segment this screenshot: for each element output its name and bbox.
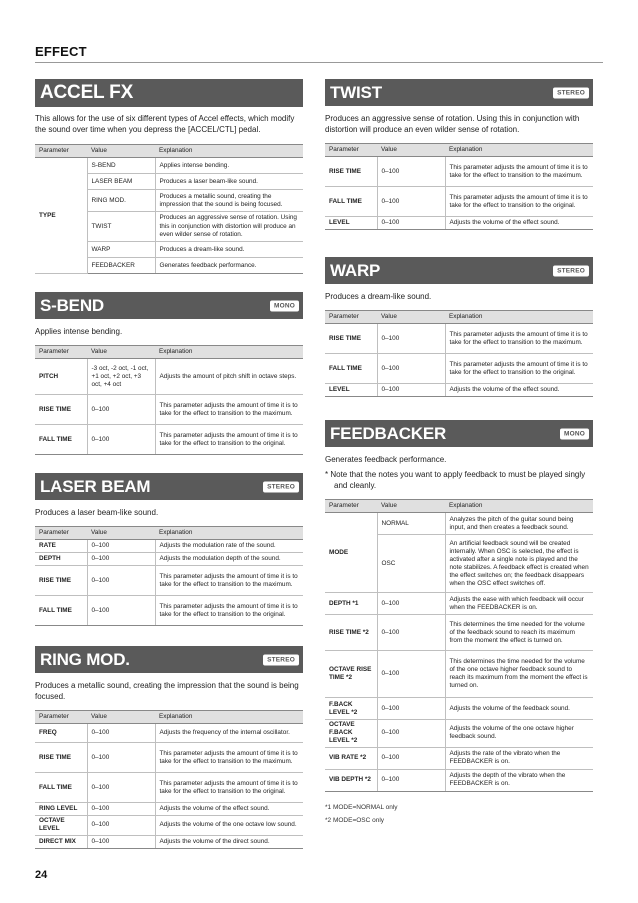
section-description: Applies intense bending. [35,327,123,337]
explanation-cell: This parameter adjusts the amount of time it is to take for the effect to transition to the maximum. [445,324,593,354]
feedback-note: * Note that the notes you want to apply feedback to must be played singly and cleanly. [325,470,586,491]
table-row [325,615,593,651]
table-row [35,803,303,816]
value-cell: OSC [377,535,445,593]
table-row [325,593,593,615]
s-bend-section [35,292,303,455]
section-description: Produces an aggressive sense of rotation. Using this in conjunction with distortion will produce an even wilder sense of rotation. [325,114,580,134]
value-cell: 0–100 [87,566,155,596]
section-heading [35,473,303,500]
section-title: WARP [330,260,381,280]
section-heading [35,79,303,107]
value-cell: 0–100 [87,395,155,425]
param-cell: F.BACK LEVEL *2 [325,698,377,720]
header-explanation: Explanation [445,311,593,324]
left-column [35,79,303,849]
explanation-cell: Applies intense bending. [155,158,303,174]
value-cell: S-BEND [87,158,155,174]
explanation-cell: Adjusts the volume of the effect sound. [445,384,593,397]
param-cell: OCTAVE LEVEL [35,816,87,835]
section-title: TWIST [330,82,382,102]
param-cell: FALL TIME [325,187,377,217]
table-header-row [35,145,303,158]
param-cell: RISE TIME [35,743,87,773]
section-title: FEEDBACKER [330,423,447,443]
explanation-cell: Adjusts the volume of the effect sound. [445,217,593,230]
param-cell: RISE TIME [35,566,87,596]
section-description: Produces a laser beam-like sound. [35,508,159,518]
table-row [325,698,593,720]
param-cell: RISE TIME [325,157,377,187]
table-row [325,720,593,747]
param-cell: VIB RATE *2 [325,747,377,769]
table-row [325,769,593,791]
value-cell: 0–100 [87,773,155,803]
table-row [35,566,303,596]
param-cell: LEVEL [325,217,377,230]
explanation-cell: Adjusts the amount of pitch shift in octave steps. [155,359,303,395]
explanation-cell: This determines the time needed for the volume of the feedback sound to reach its maximum from the moment the effect is turned on. [445,615,593,651]
value-cell: 0–100 [87,425,155,455]
param-cell: DIRECT MIX [35,835,87,848]
param-cell: VIB DEPTH *2 [325,769,377,791]
table-row [35,816,303,835]
table-header-row [35,346,303,359]
table-row [35,540,303,553]
param-cell: LEVEL [325,384,377,397]
value-cell: 0–100 [87,724,155,743]
mono-badge: MONO [270,300,299,311]
value-cell: 0–100 [377,747,445,769]
explanation-cell: This parameter adjusts the amount of time it is to take for the effect to transition to the original. [445,354,593,384]
section-title: ACCEL FX [40,82,134,103]
param-cell: DEPTH *1 [325,593,377,615]
explanation-cell: Adjusts the depth of the vibrato when the FEEDBACKER is on. [445,769,593,791]
header-parameter: Parameter [35,711,87,724]
right-column [325,79,593,825]
table-row [35,158,303,174]
section-description: This allows for the use of six different types of Accel effects, which modify the sound over time when you depress the [ACCEL/CTL] pedal. [35,114,295,134]
value-cell: 0–100 [87,835,155,848]
table-row [325,354,593,384]
table-row [325,384,593,397]
param-cell: DEPTH [35,553,87,566]
page-number: 24 [35,869,48,881]
explanation-cell: Adjusts the modulation depth of the sound. [155,553,303,566]
value-cell: RING MOD. [87,190,155,212]
value-cell: 0–100 [87,743,155,773]
table-header-row [325,500,593,513]
value-cell: WARP [87,242,155,258]
header-explanation: Explanation [445,144,593,157]
section-description: Generates feedback performance. [325,455,447,465]
explanation-cell: This parameter adjusts the amount of time it is to take for the effect to transition to the maximum. [155,566,303,596]
explanation-cell: Adjusts the ease with which feedback will occur when the FEEDBACKER is on. [445,593,593,615]
header-parameter: Parameter [35,346,87,359]
value-cell: LASER BEAM [87,174,155,190]
value-cell: 0–100 [377,324,445,354]
table-row [35,425,303,455]
explanation-cell: This determines the time needed for the volume of the one octave higher feedback sound to reach its maximum from the moment the effect is turned on. [445,651,593,698]
value-cell: 0–100 [377,698,445,720]
explanation-cell: Produces a metallic sound, creating the impression that the sound is being focused. [155,190,303,212]
stereo-badge: STEREO [263,654,299,665]
stereo-badge: STEREO [553,265,589,276]
param-cell: RISE TIME [35,395,87,425]
table-row [35,359,303,395]
explanation-cell: This parameter adjusts the amount of time it is to take for the effect to transition to the original. [445,187,593,217]
table-header-row [325,144,593,157]
parameter-table [325,499,593,791]
parameter-table [35,345,303,455]
feedbacker-section [325,420,593,824]
param-cell: OCTAVE RISE TIME *2 [325,651,377,698]
value-cell: 0–100 [377,615,445,651]
param-cell: FALL TIME [35,773,87,803]
table-row [325,324,593,354]
warp-section [325,257,593,397]
explanation-cell: This parameter adjusts the amount of time it is to take for the effect to transition to the maximum. [155,395,303,425]
param-cell: OCTAVE F.BACK LEVEL *2 [325,720,377,747]
explanation-cell: Analyzes the pitch of the guitar sound being input, and then creates a feedback sound. [445,513,593,535]
header-value: Value [87,711,155,724]
table-row [35,395,303,425]
param-cell: FALL TIME [325,354,377,384]
header-parameter: Parameter [35,145,87,158]
twist-section [325,79,593,230]
table-header-row [325,311,593,324]
param-cell: MODE [325,513,377,593]
explanation-cell: This parameter adjusts the amount of time it is to take for the effect to transition to the original. [155,596,303,626]
header-parameter: Parameter [35,527,87,540]
ring-mod-section [35,646,303,848]
explanation-cell: Adjusts the frequency of the internal oscillator. [155,724,303,743]
value-cell: 0–100 [377,651,445,698]
value-cell: 0–100 [87,816,155,835]
table-row [35,835,303,848]
value-cell: 0–100 [377,593,445,615]
explanation-cell: Produces an aggressive sense of rotation. Using this in conjunction with distortion will produce an even wilder sense of rotation. [155,212,303,242]
value-cell: 0–100 [377,720,445,747]
value-cell: NORMAL [377,513,445,535]
explanation-cell: Adjusts the volume of the direct sound. [155,835,303,848]
param-cell: RATE [35,540,87,553]
param-cell: RISE TIME [325,324,377,354]
header-value: Value [377,144,445,157]
value-cell: 0–100 [377,384,445,397]
header-explanation: Explanation [155,711,303,724]
table-row [325,157,593,187]
table-row [325,187,593,217]
param-cell: FALL TIME [35,596,87,626]
parameter-table [325,310,593,397]
value-cell: 0–100 [377,217,445,230]
accel-fx-section [35,79,303,274]
explanation-cell: An artificial feedback sound will be created internally. When OSC is selected, the effect is activated after a single note is played and the note stabilizes. A feedback effect is created when the effect switches on; the feedback disappears when the OSC effect switches off. [445,535,593,593]
section-heading [325,79,593,106]
value-cell: TWIST [87,212,155,242]
section-heading [325,257,593,284]
laser-beam-section [35,473,303,626]
stereo-badge: STEREO [553,87,589,98]
explanation-cell: This parameter adjusts the amount of time it is to take for the effect to transition to the maximum. [155,743,303,773]
explanation-cell: Adjusts the rate of the vibrato when the FEEDBACKER is on. [445,747,593,769]
value-cell: 0–100 [87,553,155,566]
value-cell: 0–100 [87,540,155,553]
header-explanation: Explanation [155,527,303,540]
explanation-cell: Generates feedback performance. [155,258,303,274]
header-rule [35,62,603,63]
footnote: *2 MODE=OSC only [325,816,385,824]
value-cell: 0–100 [377,187,445,217]
param-cell: FREQ [35,724,87,743]
explanation-cell: Adjusts the volume of the one octave low sound. [155,816,303,835]
parameter-table [325,143,593,230]
explanation-cell: Produces a dream-like sound. [155,242,303,258]
page-title: EFFECT [35,44,87,59]
footnote: *1 MODE=NORMAL only [325,803,398,811]
value-cell: 0–100 [87,803,155,816]
parameter-table [35,144,303,274]
table-row [35,724,303,743]
parameter-table [35,526,303,626]
explanation-cell: Adjusts the volume of the effect sound. [155,803,303,816]
table-header-row [35,527,303,540]
header-parameter: Parameter [325,144,377,157]
table-row [325,651,593,698]
table-row [325,513,593,535]
header-value: Value [377,311,445,324]
header-explanation: Explanation [445,500,593,513]
section-heading [325,420,593,447]
table-row [35,553,303,566]
section-description: Produces a metallic sound, creating the impression that the sound is being focused. [35,681,299,702]
header-parameter: Parameter [325,311,377,324]
value-cell: -3 oct, -2 oct, -1 oct, +1 oct, +2 oct, +3 oct, +4 oct [87,359,155,395]
explanation-cell: Adjusts the volume of the one octave higher feedback sound. [445,720,593,747]
explanation-cell: Adjusts the volume of the feedback sound. [445,698,593,720]
mono-badge: MONO [560,428,589,439]
header-explanation: Explanation [155,346,303,359]
table-row [325,217,593,230]
explanation-cell: Adjusts the modulation rate of the sound. [155,540,303,553]
value-cell: 0–100 [377,769,445,791]
parameter-table [35,710,303,848]
table-header-row [35,711,303,724]
param-cell: RISE TIME *2 [325,615,377,651]
section-description: Produces a dream-like sound. [325,292,432,302]
value-cell: FEEDBACKER [87,258,155,274]
header-value: Value [377,500,445,513]
header-value: Value [87,145,155,158]
header-parameter: Parameter [325,500,377,513]
header-explanation: Explanation [155,145,303,158]
header-value: Value [87,346,155,359]
section-title: LASER BEAM [40,476,151,496]
value-cell: 0–100 [377,157,445,187]
section-title: S-BEND [40,295,104,315]
param-cell: TYPE [35,158,87,274]
value-cell: 0–100 [87,596,155,626]
table-row [325,747,593,769]
table-row [35,743,303,773]
table-row [35,596,303,626]
section-heading [35,292,303,319]
param-cell: PITCH [35,359,87,395]
header-value: Value [87,527,155,540]
table-row [35,773,303,803]
section-title: RING MOD. [40,649,130,669]
section-heading [35,646,303,673]
explanation-cell: Produces a laser beam-like sound. [155,174,303,190]
param-cell: FALL TIME [35,425,87,455]
explanation-cell: This parameter adjusts the amount of time it is to take for the effect to transition to the maximum. [445,157,593,187]
stereo-badge: STEREO [263,481,299,492]
param-cell: RING LEVEL [35,803,87,816]
explanation-cell: This parameter adjusts the amount of time it is to take for the effect to transition to the original. [155,425,303,455]
explanation-cell: This parameter adjusts the amount of time it is to take for the effect to transition to the original. [155,773,303,803]
value-cell: 0–100 [377,354,445,384]
